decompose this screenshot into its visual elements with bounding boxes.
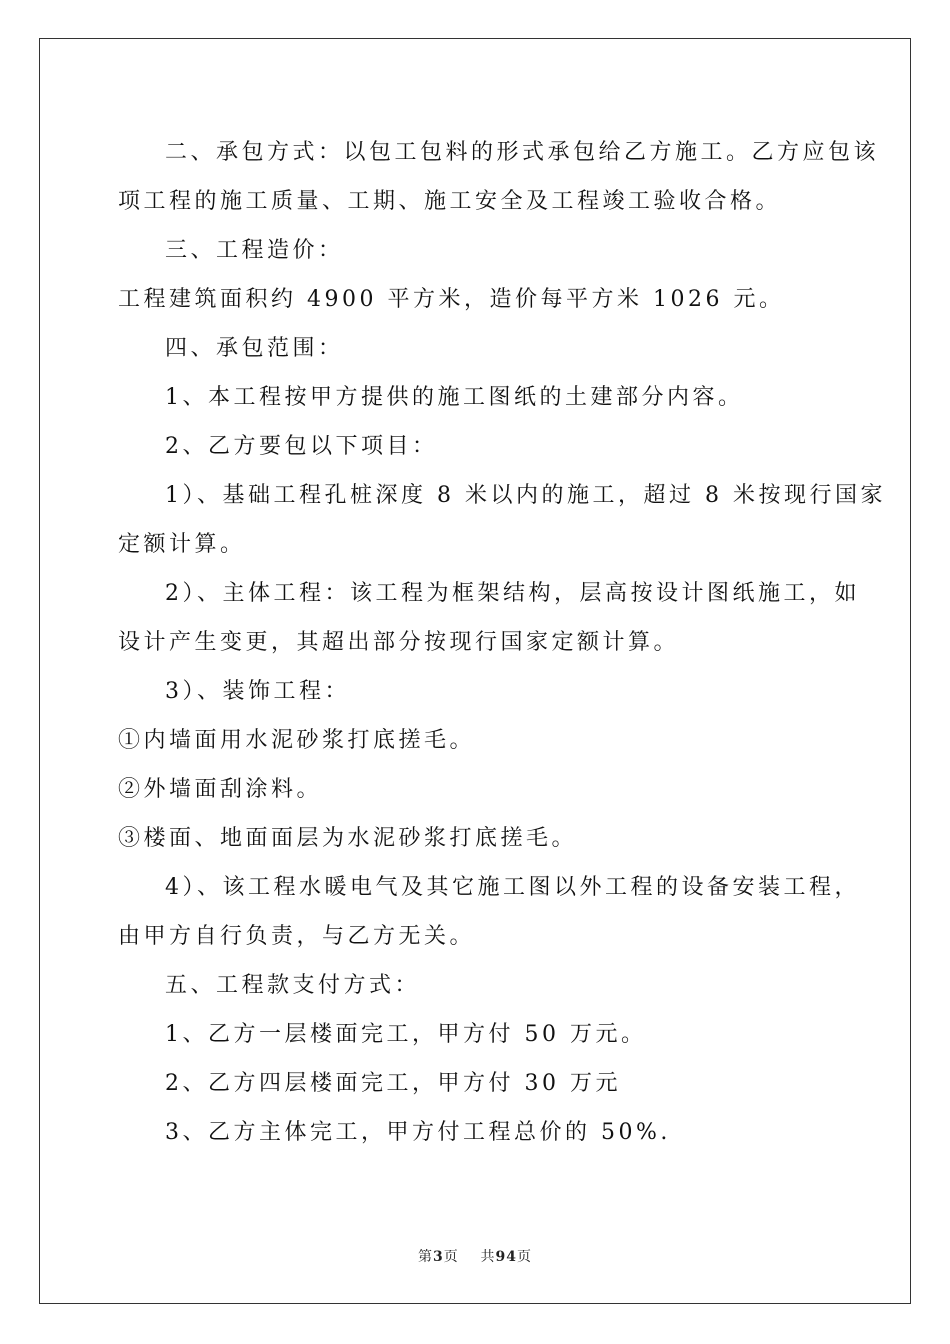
text-line: 1、乙方一层楼面完工，甲方付 50 万元。 [165,1022,647,1047]
paragraph [118,373,838,422]
text-line: ②外墙面刮涂料。 [118,777,323,802]
text-line: ③楼面、地面面层为水泥砂浆打底搓毛。 [118,826,578,851]
paragraph [118,324,838,373]
text-line: 由甲方自行负责，与乙方无关。 [118,924,476,949]
paragraph [118,226,838,275]
paragraph [118,1108,838,1157]
text-line: 二、承包方式：以包工包料的形式承包给乙方施工。乙方应包该 [165,140,880,165]
paragraph [118,863,860,961]
paragraph [118,1010,838,1059]
page-number: 3 [432,1249,444,1265]
text-line: 四、承包范围： [165,336,344,361]
paragraph [118,275,838,324]
text-line: 4）、该工程水暖电气及其它施工图以外工程的设备安装工程， [165,875,860,900]
total-suffix: 页 [517,1249,533,1265]
text-line: 项工程的施工质量、工期、施工安全及工程竣工验收合格。 [118,189,782,214]
paragraph [118,471,886,569]
total-prefix: 共 [480,1249,496,1265]
paragraph [118,814,838,863]
paragraph [118,667,838,716]
text-line: 2）、主体工程：该工程为框架结构，层高按设计图纸施工，如 [165,581,860,606]
paragraph [118,961,838,1010]
paragraph [118,128,880,226]
paragraph [118,422,838,471]
text-line: 2、乙方四层楼面完工，甲方付 30 万元 [165,1071,621,1096]
text-line: 1、本工程按甲方提供的施工图纸的土建部分内容。 [165,385,744,410]
total-pages: 94 [495,1249,518,1265]
page-prefix: 第 [417,1249,433,1265]
page-footer [0,1246,950,1266]
page-suffix: 页 [443,1249,459,1265]
text-line: 3）、装饰工程： [165,679,350,704]
paragraph [118,716,838,765]
text-line: ①内墙面用水泥砂浆打底搓毛。 [118,728,476,753]
paragraph [118,1059,838,1108]
text-line: 定额计算。 [118,532,246,557]
text-line: 工程建筑面积约 4900 平方米，造价每平方米 1026 元。 [118,287,785,312]
text-line: 设计产生变更，其超出部分按现行国家定额计算。 [118,630,680,655]
text-line: 1）、基础工程孔桩深度 8 米以内的施工，超过 8 米按现行国家 [165,483,886,508]
paragraph [118,765,838,814]
text-line: 三、工程造价： [165,238,344,263]
paragraph [118,569,860,667]
document-body [118,128,886,1157]
text-line: 3、乙方主体完工，甲方付工程总价的 50%. [165,1120,671,1145]
text-line: 五、工程款支付方式： [165,973,421,998]
text-line: 2、乙方要包以下项目： [165,434,438,459]
